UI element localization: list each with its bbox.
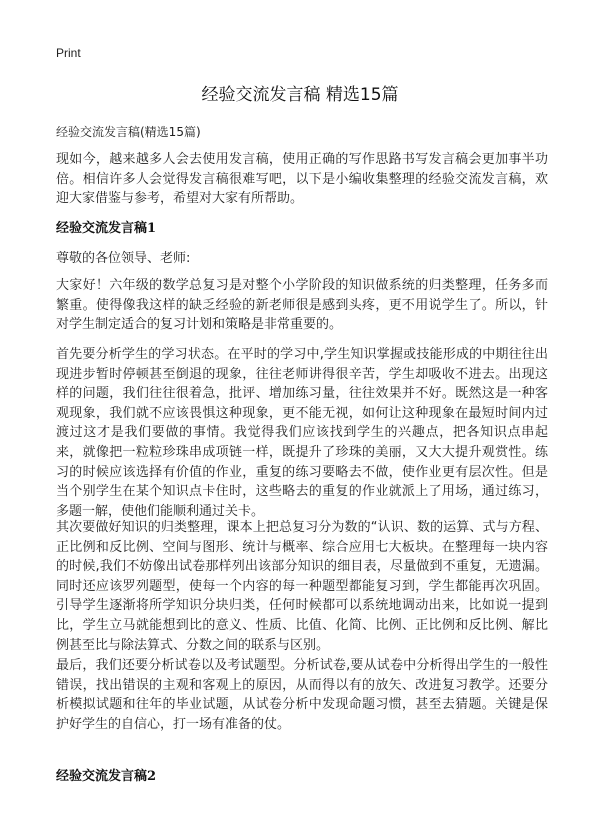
print-link[interactable]: Print <box>56 46 81 60</box>
body-paragraph-1: 大家好！六年级的数学总复习是对整个小学阶段的知识做系统的归类整理，任务多而繁重。使得像我这样的缺乏经验的新老师很是感到头疼，更不用说学生了。所以，针对学生制定适合的复习计划和策略是非常重要的。 <box>56 278 548 333</box>
greeting: 尊敬的各位领导、老师: <box>56 251 191 266</box>
page-title: 经验交流发言稿 精选15篇 <box>201 85 399 105</box>
body-paragraph-2: 首先要分析学生的学习状态。在平时的学习中,学生知识掌握或技能形成的中期往往出现进步暂时停顿甚至倒退的现象，往往老师讲得很辛苦，学生却吸收不进去。出现这样的问题，我们往往很着急，批评、增加练习量，往往效果并不好。既然这是一种客观现象，我们就不应该畏惧这种现象，更不能无视，如何让这种现象在最短时间内过渡过这才是我们要做的事情。我觉得我们应该找到学生的兴趣点，把各知识点串起来，就像把一粒粒珍珠串成项链一样，既提升了珍珠的美丽，又大大提升观赏性。练习的时候应该选择有价值的作业，重复的练习要略去不做，使作业更有层次性。但是当个别学生在某个知识点卡住时，这些略去的重复的作业就派上了用场，通过练习，多题一解，使他们能顺利通过关卡。 <box>56 347 548 519</box>
section-heading-1: 经验交流发言稿1 <box>56 221 157 236</box>
body-paragraph-3: 其次要做好知识的归类整理，课本上把总复习分为数的“认识、数的运算、式与方程、正比例和反比例、空间与图形、统计与概率、综合应用七大板块。在整理每一块内容的时候,我们不妨像出试卷那样列出该部分知识的细目表，尽量做到不重复，无遗漏。同时还应该罗列题型，使每一个内容的每一种题型都能复习到，学生都能再次巩固。引导学生逐渐将所学知识分块归类，任何时候都可以系统地调动出来，比如说一提到比，学生立马就能想到比的意义、性质、比值、化简、比例、正比例和反比例、解比例甚至比与除法算式、分数之间的联系与区别。 <box>56 520 548 653</box>
intro-paragraph: 现如今，越来越多人会去使用发言稿，使用正确的写作思路书写发言稿会更加事半功倍。相信许多人会觉得发言稿很难写吧，以下是小编收集整理的经验交流发言稿，欢迎大家借鉴与参考，希望对大家有所帮助。 <box>56 152 548 207</box>
subtitle: 经验交流发言稿(精选15篇) <box>56 125 201 139</box>
section-heading-2: 经验交流发言稿2 <box>56 769 157 784</box>
body-paragraph-4: 最后，我们还要分析试卷以及考试题型。分析试卷,要从试卷中分析得出学生的一般性错误，找出错误的主观和客观上的原因，从而得以有的放矢、改进复习教学。还要分析模拟试题和往年的毕业试题，从试卷分析中发现命题习惯，甚至去猜题。关键是保护好学生的自信心，打一场有准备的仗。 <box>56 658 548 732</box>
